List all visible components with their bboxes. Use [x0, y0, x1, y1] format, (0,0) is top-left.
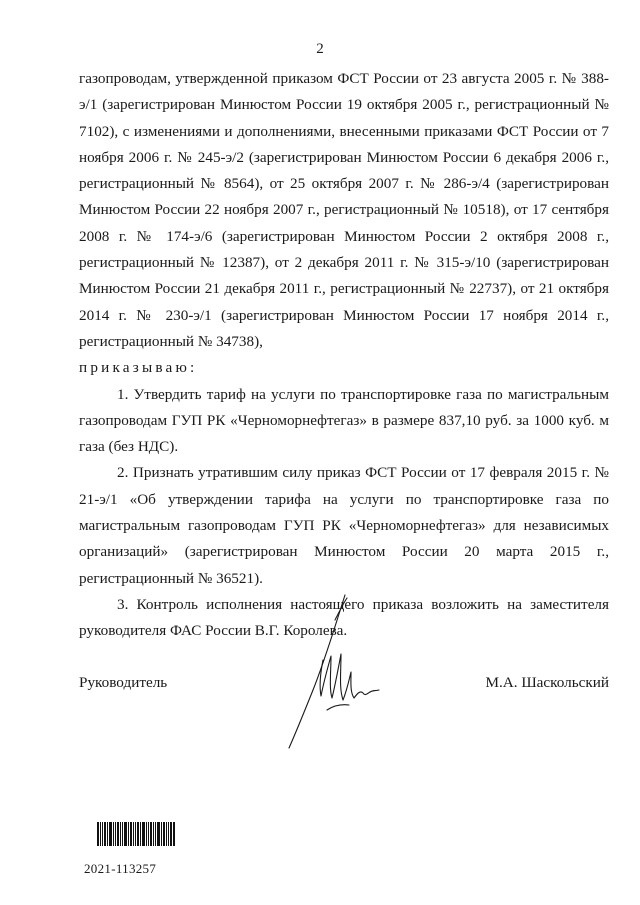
order-item-1: 1. Утвердить тариф на услуги по транспортировке газа по магистральным газопроводам ГУП РК «Черноморнефтегаз» в размере 837,10 руб. за 1000 куб. м газа (без НДС).: [79, 385, 609, 456]
barcode: [97, 822, 175, 846]
handwritten-signature: [275, 590, 385, 750]
order-item-2: 2. Признать утратившим силу приказ ФСТ России от 17 февраля 2015 г. № 21-э/1 «Об утверждении тарифа на услуги по транспортировке газа по магистральным газопроводам ГУП РК «Черноморнефтегаз» для независимых организаций» (зарегистрирован Минюстом России 20 марта 2015 г., регистрационный № 36521).: [79, 464, 609, 587]
signature-block: [79, 674, 609, 696]
signatory-role: Руководитель: [79, 674, 168, 691]
page-number: 2: [316, 41, 324, 57]
continuation-paragraph: газопроводам, утвержденной приказом ФСТ России от 23 августа 2005 г. № 388-э/1 (зарегистрирован Минюстом России 19 октября 2005 г., регистрационный № 7102), с изменениями и дополнениями, внесенными приказами ФСТ России от 7 ноября 2006 г. № 245-э/2 (зарегистрирован Минюстом России 6 декабря 2006 г., регистрационный № 8564), от 25 октября 2007 г. № 286-э/4 (зарегистрирован Минюстом России 22 ноября 2007 г., регистрационный № 10518), от 17 сентября 2008 г. № 174-э/6 (зарегистрирован Минюстом России 2 октября 2008 г., регистрационный № 12387), от 2 декабря 2011 г. № 315-э/10 (зарегистрирован Минюстом России 21 декабря 2011 г., регистрационный № 22737), от 21 октября 2014 г. № 230-э/1 (зарегистрирован Минюстом России 17 ноября 2014 г., регистрационный № 34738),: [79, 70, 609, 350]
signatory-name: М.А. Шаскольский: [485, 674, 609, 691]
order-word: приказываю:: [79, 359, 198, 377]
document-registration-number: 2021-113257: [84, 861, 157, 876]
order-item-3: 3. Контроль исполнения настоящего приказа возложить на заместителя руководителя ФАС России В.Г. Королева.: [79, 595, 609, 640]
document-body: [79, 66, 609, 645]
